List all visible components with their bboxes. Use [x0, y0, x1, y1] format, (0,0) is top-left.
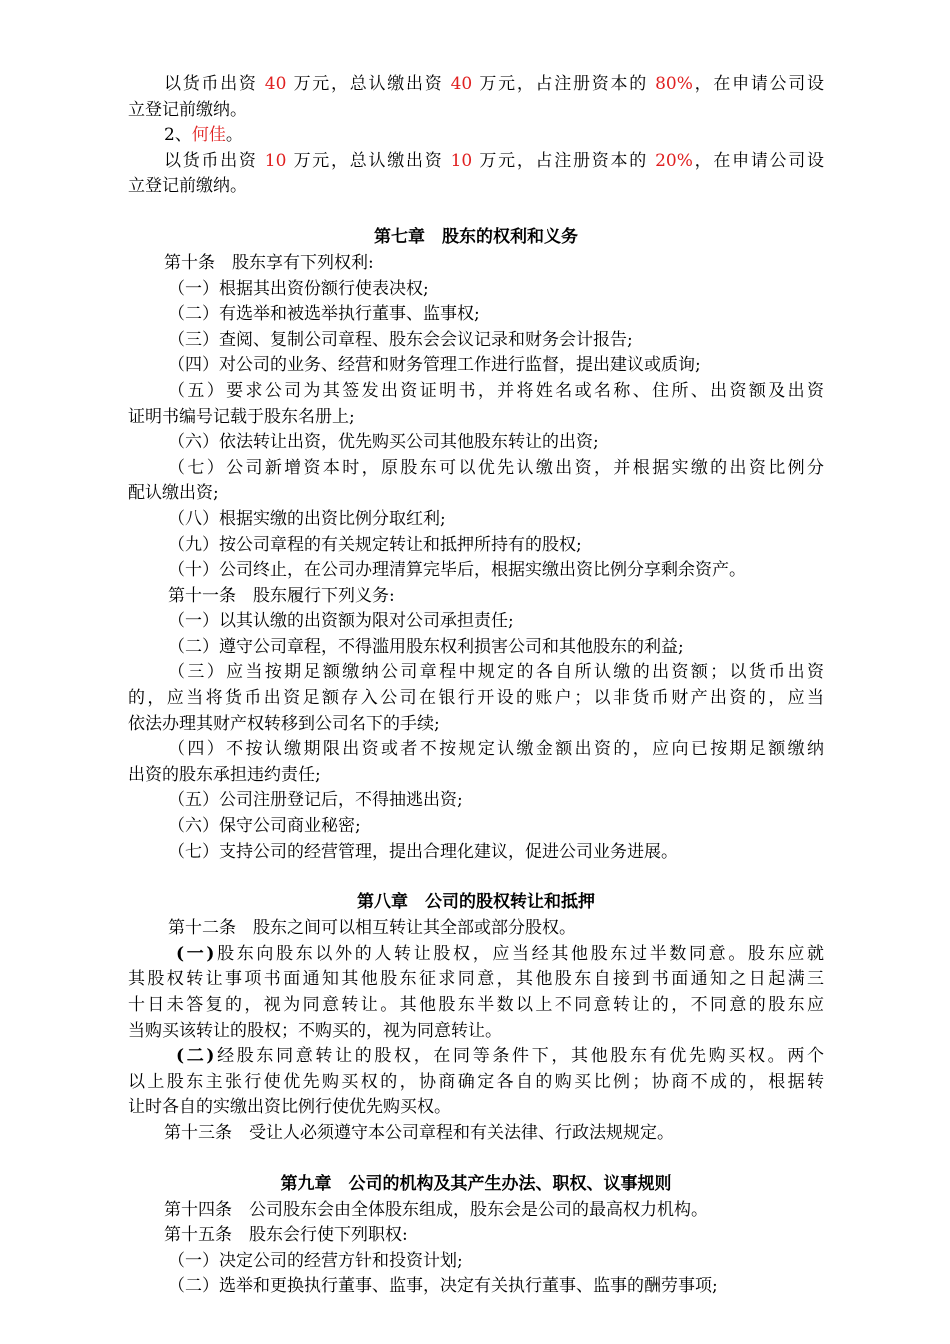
capital-line-1: [128, 72, 824, 98]
duty-item-3-cont: 的，应当将货币出资足额存入公司在银行开设的账户；以非货币财产出资的，应当: [128, 688, 824, 709]
chapter-7-title: 第七章 股东的权利和义务: [374, 226, 578, 247]
text: 经股东同意转让的股权，在同等条件下，其他股东有优先购买权。两个: [214, 1046, 824, 1067]
text: ，在申请公司设: [692, 150, 825, 171]
text: 。: [225, 125, 243, 146]
capital-line-2: [128, 149, 824, 175]
duty-item-7: （七）支持公司的经营管理，提出合理化建议，促进公司业务进展。: [168, 841, 678, 862]
capital-line-2-cont: 立登记前缴纳。: [128, 176, 247, 197]
transfer-clause-1-cont: 其股权转让事项书面通知其他股东征求同意，其他股东自接到书面通知之日起满三: [128, 969, 824, 990]
transfer-clause-2-cont: 以上股东主张行使优先购买权的，协商确定各自的购买比例；协商不成的，根据转: [128, 1071, 824, 1092]
transfer-clause-1-cont2: 十日未答复的，视为同意转让。其他股东半数以上不同意转让的，不同意的股东应: [128, 995, 824, 1015]
shareholder-2-line: [128, 123, 824, 149]
clause-label: (二): [176, 1046, 215, 1067]
right-item-5: （五）要求公司为其签发出资证明书，并将姓名或名称、住所、出资额及出资: [168, 380, 824, 401]
transfer-clause-2-cont2: 让时各自的实缴出资比例行使优先购买权。: [128, 1097, 451, 1118]
right-item-9: （九）按公司章程的有关规定转让和抵押所持有的股权;: [168, 534, 582, 555]
item-number: 2、: [164, 125, 192, 146]
duty-item-3: （三）应当按期足额缴纳公司章程中规定的各自所认缴的出资额；以货币出资: [168, 662, 824, 683]
amount: 40: [450, 74, 473, 94]
text: 万元，总认缴出资: [286, 74, 451, 94]
right-item-6: （六）依法转让出资，优先购买公司其他股东转让的出资;: [168, 432, 599, 453]
right-item-2: （二）有选举和被选举执行董事、监事权;: [168, 304, 480, 325]
article-10: 第十条 股东享有下列权利:: [164, 252, 374, 273]
article-11: 第十一条 股东履行下列义务:: [168, 585, 395, 606]
shareholder-name: 何佳: [191, 125, 226, 146]
right-item-8: （八）根据实缴的出资比例分取红利;: [168, 508, 446, 529]
amount: 40: [264, 74, 287, 94]
power-item-1: （一）决定公司的经营方针和投资计划;: [168, 1250, 463, 1271]
right-item-3: （三）查阅、复制公司章程、股东会会议记录和财务会计报告;: [168, 329, 633, 350]
right-item-7-cont: 配认缴出资;: [128, 483, 219, 504]
amount: 10: [450, 150, 473, 171]
percentage: 80%: [655, 74, 693, 94]
article-12: 第十二条 股东之间可以相互转让其全部或部分股权。: [168, 918, 576, 939]
right-item-5-cont: 证明书编号记载于股东名册上;: [128, 406, 355, 427]
right-item-1: （一）根据其出资份额行使表决权;: [168, 278, 429, 299]
capital-line-1-cont: 立登记前缴纳。: [128, 99, 247, 120]
text: ，在申请公司设: [692, 74, 825, 94]
duty-item-1: （一）以其认缴的出资额为限对公司承担责任;: [168, 611, 514, 632]
right-item-4: （四）对公司的业务、经营和财务管理工作进行监督，提出建议或质询;: [168, 355, 701, 376]
amount: 10: [264, 150, 287, 171]
chapter-9-title: 第九章 公司的机构及其产生办法、职权、议事规则: [280, 1173, 672, 1194]
duty-item-5: （五）公司注册登记后，不得抽逃出资;: [168, 790, 463, 811]
duty-item-3-cont2: 依法办理其财产权转移到公司名下的手续;: [128, 713, 440, 734]
duty-item-4: （四）不按认缴期限出资或者不按规定认缴金额出资的，应向已按期足额缴纳: [168, 739, 824, 760]
percentage: 20%: [655, 150, 693, 171]
text: 万元，总认缴出资: [286, 150, 451, 171]
clause-label: (一): [176, 943, 215, 964]
chapter-8-title: 第八章 公司的股权转让和抵押: [357, 892, 595, 913]
article-15: 第十五条 股东会行使下列职权:: [164, 1225, 408, 1246]
duty-item-6: （六）保守公司商业秘密;: [168, 816, 361, 837]
text: 万元，占注册资本的: [472, 150, 656, 171]
power-item-2: （二）选举和更换执行董事、监事，决定有关执行董事、监事的酬劳事项;: [168, 1276, 718, 1297]
right-item-7: （七）公司新增资本时，原股东可以优先认缴出资，并根据实缴的出资比例分: [168, 457, 824, 478]
transfer-clause-1-cont3: 当购买该转让的股权；不购买的，视为同意转让。: [128, 1020, 502, 1041]
text: 以货币出资: [164, 150, 265, 171]
article-14: 第十四条 公司股东会由全体股东组成，股东会是公司的最高权力机构。: [164, 1199, 708, 1220]
duty-item-2: （二）遵守公司章程，不得滥用股东权利损害公司和其他股东的利益;: [168, 636, 684, 657]
right-item-10: （十）公司终止，在公司办理清算完毕后，根据实缴出资比例分享剩余资产。: [168, 560, 746, 581]
duty-item-4-cont: 出资的股东承担违约责任;: [128, 764, 321, 785]
document-page: [128, 72, 824, 1300]
text: 万元，占注册资本的: [472, 74, 656, 94]
transfer-clause-1: [128, 942, 824, 968]
article-13: 第十三条 受让人必须遵守本公司章程和有关法律、行政法规规定。: [164, 1122, 674, 1143]
text: 以货币出资: [164, 74, 265, 94]
transfer-clause-2: [128, 1044, 824, 1070]
text: 股东向股东以外的人转让股权，应当经其他股东过半数同意。股东应就: [214, 943, 824, 964]
